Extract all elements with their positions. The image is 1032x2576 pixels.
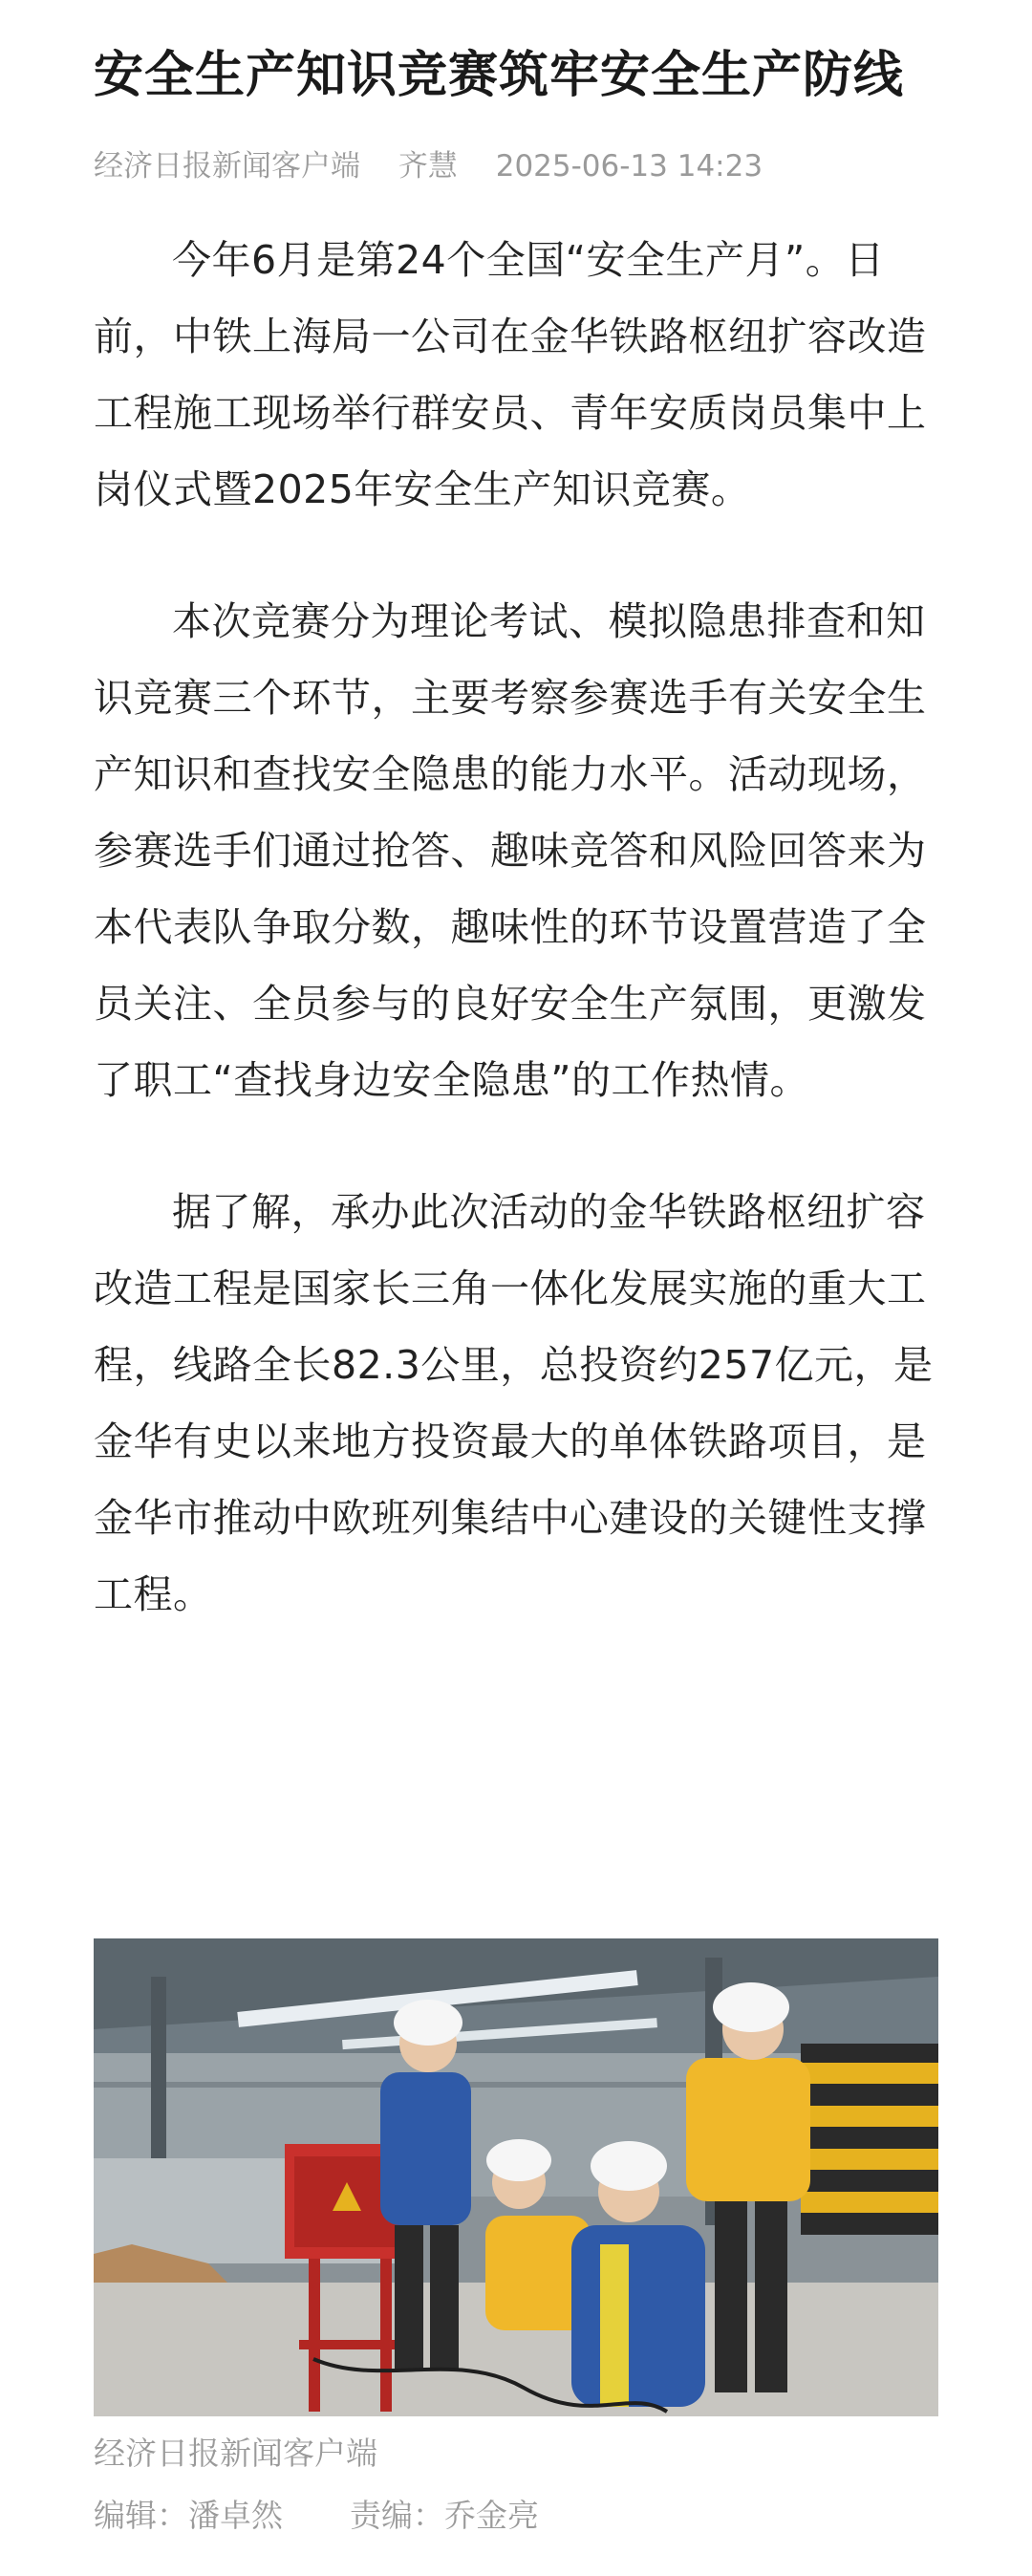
author-name: 齐慧 <box>398 149 458 184</box>
article-photo[interactable] <box>94 1938 938 2416</box>
publish-datetime: 2025-06-13 14:23 <box>495 149 763 184</box>
paragraph-3: 据了解，承办此次活动的金华铁路枢纽扩容改造工程是国家长三角一体化发展实施的重大工程，线路全长82.3公里，总投资约257亿元，是金华有史以来地方投资最大的单体铁路项目，是金华市推动中欧班列集结中心建设的关键性支撑工程。 <box>94 1189 934 1617</box>
paragraph-2: 本次竞赛分为理论考试、模拟隐患排查和知识竞赛三个环节，主要考察参赛选手有关安全生产知识和查找安全隐患的能力水平。活动现场，参赛选手们通过抢答、趣味竞答和风险回答来为本代表队争取分数，趣味性的环节设置营造了全员关注、全员参与的良好安全生产氛围，更激发了职工“查找身边安全隐患”的工作热情。 <box>94 598 927 1103</box>
chief-editor-label: 责编： <box>350 2497 444 2534</box>
article-body <box>94 222 938 1633</box>
editor-label: 编辑： <box>94 2497 188 2534</box>
source-name[interactable]: 经济日报新闻客户端 <box>94 149 360 184</box>
article-meta <box>94 147 938 185</box>
article-title: 安全生产知识竞赛筑牢安全生产防线 <box>94 47 905 104</box>
photo-illustration <box>94 1938 938 2416</box>
paragraph-1: 今年6月是第24个全国“安全生产月”。日前，中铁上海局一公司在金华铁路枢纽扩容改造工程施工现场举行群安员、青年安质岗员集中上岗仪式暨2025年安全生产知识竞赛。 <box>94 237 927 512</box>
chief-editor-name: 乔金亮 <box>444 2497 539 2534</box>
editor-name: 潘卓然 <box>188 2497 283 2534</box>
editor-credits <box>94 2495 539 2537</box>
photo-caption: 经济日报新闻客户端 <box>94 2435 377 2472</box>
